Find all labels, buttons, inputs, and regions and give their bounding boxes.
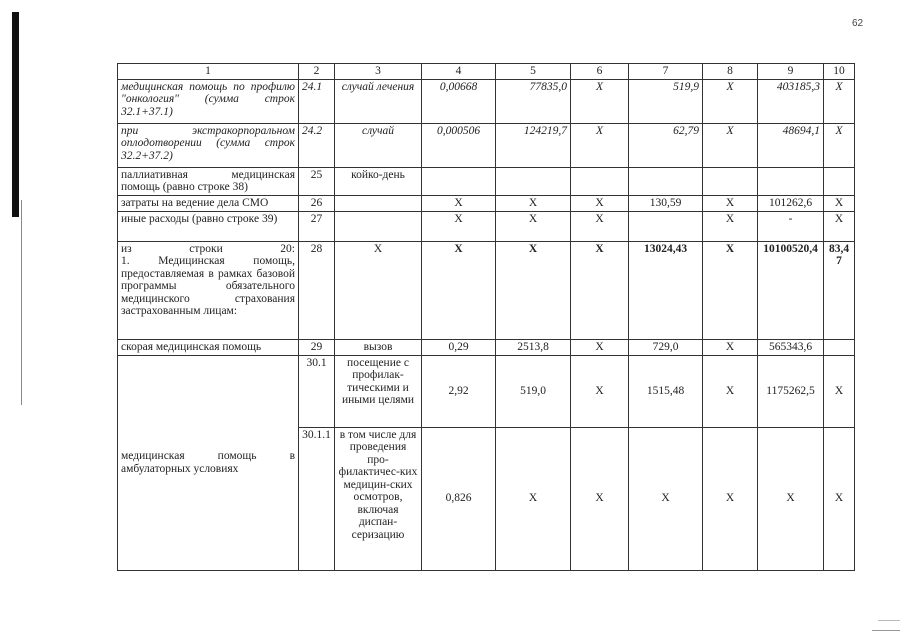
- row-label: [118, 241, 299, 339]
- header-cell: 5: [496, 64, 571, 80]
- page-number: 62: [852, 18, 864, 29]
- header-cell: 7: [629, 64, 703, 80]
- corner-mark: [872, 630, 900, 631]
- value-cell: Х: [571, 241, 629, 339]
- value-cell: [571, 167, 629, 195]
- row-label: медицинская помощь по профилю "онкология" (сумма строк 32.1+37.1): [118, 79, 299, 123]
- value-cell: Х: [571, 123, 629, 167]
- unit-cell: койко-день: [335, 167, 422, 195]
- corner-mark-2: [878, 620, 900, 621]
- value-cell: 519,9: [629, 79, 703, 123]
- table-row: [118, 167, 855, 195]
- header-cell: 3: [335, 64, 422, 80]
- value-cell: 101262,6: [758, 195, 824, 211]
- value-cell: Х: [571, 355, 629, 427]
- row-label: иные расходы (равно строке 39): [118, 211, 299, 241]
- table-header-row: [118, 64, 855, 80]
- value-cell: Х: [571, 211, 629, 241]
- row-label: при экстракорпоральном оплодотворении (сумма строк 32.2+37.2): [118, 123, 299, 167]
- value-cell: [824, 167, 855, 195]
- unit-cell: [335, 195, 422, 211]
- row-label: паллиативная медицинская помощь (равно строке 38): [118, 167, 299, 195]
- value-cell: Х: [703, 123, 758, 167]
- value-cell: 403185,3: [758, 79, 824, 123]
- value-cell: Х: [422, 241, 496, 339]
- row-code: 30.1: [299, 355, 335, 427]
- tariff-table: [117, 63, 855, 571]
- value-cell: [629, 211, 703, 241]
- value-cell: 2,92: [422, 355, 496, 427]
- value-cell: Х: [703, 339, 758, 355]
- binding-margin-line: [21, 200, 22, 405]
- row-code: 28: [299, 241, 335, 339]
- value-cell: [496, 167, 571, 195]
- value-cell: Х: [703, 79, 758, 123]
- value-cell: Х: [496, 211, 571, 241]
- value-cell: Х: [703, 241, 758, 339]
- value-cell: 0,29: [422, 339, 496, 355]
- row-code: 25: [299, 167, 335, 195]
- header-cell: 1: [118, 64, 299, 80]
- value-cell: Х: [571, 79, 629, 123]
- header-cell: 6: [571, 64, 629, 80]
- unit-cell: в том числе для проведения про-филактичес-ких медицин-ских осмотров, включая диспан-серизацию: [335, 427, 422, 570]
- value-cell: Х: [571, 339, 629, 355]
- value-cell: Х: [824, 355, 855, 427]
- value-cell: 1175262,5: [758, 355, 824, 427]
- value-cell: Х: [824, 123, 855, 167]
- row-label-line1: из строки 20:: [121, 242, 295, 255]
- table-row: [118, 339, 855, 355]
- value-cell: Х: [824, 427, 855, 570]
- value-cell: Х: [758, 427, 824, 570]
- value-cell: 0,826: [422, 427, 496, 570]
- value-cell: Х: [703, 355, 758, 427]
- table-row: [118, 195, 855, 211]
- unit-cell: [335, 211, 422, 241]
- value-cell: Х: [571, 427, 629, 570]
- value-cell: 48694,1: [758, 123, 824, 167]
- value-cell: 10100520,4: [758, 241, 824, 339]
- header-cell: 4: [422, 64, 496, 80]
- value-cell: Х: [422, 195, 496, 211]
- table-row: [118, 123, 855, 167]
- unit-cell: вызов: [335, 339, 422, 355]
- row-code: 24.1: [299, 79, 335, 123]
- value-cell: [422, 167, 496, 195]
- row-code: 24.2: [299, 123, 335, 167]
- value-cell: 130,59: [629, 195, 703, 211]
- row-code: 30.1.1: [299, 427, 335, 570]
- table-row: [118, 79, 855, 123]
- header-cell: 2: [299, 64, 335, 80]
- value-cell: Х: [496, 427, 571, 570]
- value-cell: Х: [824, 211, 855, 241]
- value-cell: 2513,8: [496, 339, 571, 355]
- value-cell: 729,0: [629, 339, 703, 355]
- value-cell: [824, 339, 855, 355]
- table-row: [118, 241, 855, 339]
- value-cell: 0,000506: [422, 123, 496, 167]
- value-cell: [629, 167, 703, 195]
- value-cell: 124219,7: [496, 123, 571, 167]
- value-cell: 1515,48: [629, 355, 703, 427]
- value-cell: 13024,43: [629, 241, 703, 339]
- row-code: 26: [299, 195, 335, 211]
- value-cell: 83,47: [824, 241, 855, 339]
- table-row: [118, 355, 855, 427]
- value-cell: -: [758, 211, 824, 241]
- row-label: медицинская помощь в амбулаторных условиях: [118, 355, 299, 570]
- row-label: скорая медицинская помощь: [118, 339, 299, 355]
- value-cell: Х: [703, 211, 758, 241]
- row-label-line2: 1. Медицинская помощь, предоставляемая в рамках базовой программы обязательного медицинского страхования застрахованным лицам:: [121, 255, 295, 317]
- header-cell: 8: [703, 64, 758, 80]
- value-cell: Х: [629, 427, 703, 570]
- value-cell: 519,0: [496, 355, 571, 427]
- value-cell: 62,79: [629, 123, 703, 167]
- value-cell: Х: [422, 211, 496, 241]
- row-label: затраты на ведение дела СМО: [118, 195, 299, 211]
- unit-cell: случай: [335, 123, 422, 167]
- table-row: [118, 211, 855, 241]
- unit-cell: случай лечения: [335, 79, 422, 123]
- value-cell: 77835,0: [496, 79, 571, 123]
- binding-margin-bar: [12, 12, 19, 217]
- value-cell: Х: [703, 195, 758, 211]
- value-cell: Х: [824, 79, 855, 123]
- header-cell: 10: [824, 64, 855, 80]
- value-cell: Х: [571, 195, 629, 211]
- value-cell: Х: [496, 195, 571, 211]
- row-code: 29: [299, 339, 335, 355]
- unit-cell: Х: [335, 241, 422, 339]
- value-cell: [758, 167, 824, 195]
- value-cell: Х: [703, 427, 758, 570]
- header-cell: 9: [758, 64, 824, 80]
- value-cell: Х: [824, 195, 855, 211]
- value-cell: 0,00668: [422, 79, 496, 123]
- row-code: 27: [299, 211, 335, 241]
- unit-cell: посещение с профилак-тическими и иными целями: [335, 355, 422, 427]
- value-cell: [703, 167, 758, 195]
- value-cell: Х: [496, 241, 571, 339]
- value-cell: 565343,6: [758, 339, 824, 355]
